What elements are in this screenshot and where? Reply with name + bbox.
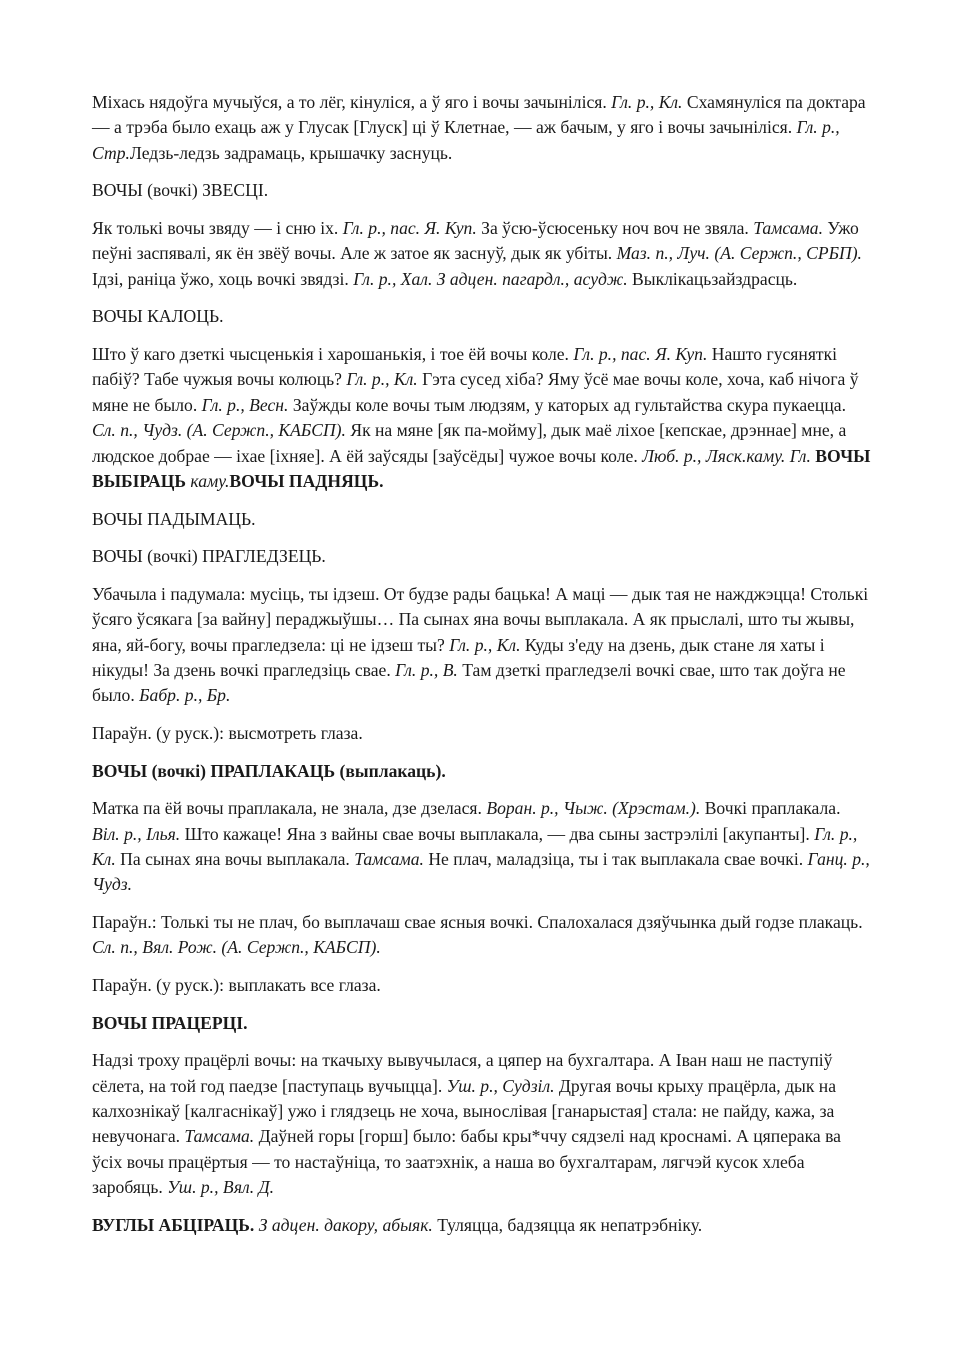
text-run: Ідзі, раніца ўжо, хоць вочкі звядзі. xyxy=(92,268,354,289)
source-reference: Гл. р., Стр. xyxy=(92,117,840,163)
source-reference: Тамсама. xyxy=(184,1126,255,1147)
text-run: Заўжды коле вочы тым людзям, у каторых ад гультайства скура пукаецца. xyxy=(288,394,846,415)
source-reference: Віл. р., Ілья. xyxy=(92,823,181,844)
text-run: Матка па ёй вочы праплакала, не знала, дзе дзелася. xyxy=(92,798,487,819)
text-run: Як толькі вочы звяду — і сню іх. xyxy=(92,218,343,238)
text-run: Выклікацьзайздрасць. xyxy=(627,268,798,289)
text-run: Даўней горы [горш] было: бабы кры*ччу сядзелі над кроснамі. А цяперака ва ўсіх вочы працёртыя — то настаўніца, то заатэхнік, а наша во бухгалтарам, лягчэй кусок хлеба заробяць. xyxy=(92,1126,841,1198)
source-reference: Гл. р., пас. Я. Куп. xyxy=(342,218,477,238)
text-run: ВОЧЫ (вочкі) ПРАГЛЕДЗЕЦЬ. xyxy=(92,546,326,567)
paragraph-7 xyxy=(92,544,872,569)
text-run: Туляцца, бадзяцца як непатрэбніку. xyxy=(432,1214,703,1235)
text-run: ВОЧЫ КАЛОЦЬ. xyxy=(92,306,224,327)
paragraph-11 xyxy=(92,796,872,898)
source-reference: Воран. р., Чыж. (Хрэстам.). xyxy=(486,798,701,819)
source-reference: Гл. р., Кл. xyxy=(611,92,683,112)
text-run: Нашто гусяняткі пабіў? Табе чужыя вочы колюць? xyxy=(92,344,838,390)
text-run: Параўн.: Толькі ты не плач, бо выплачаш свае ясныя вочкі. Спалохалася дзяўчынка дый годзе плакаць. xyxy=(92,912,863,933)
source-reference: Гл. р., Кл. xyxy=(92,823,858,870)
source-reference: Гл. р., Весн. xyxy=(201,394,289,415)
paragraph-4 xyxy=(92,304,872,329)
paragraph-5 xyxy=(92,342,872,494)
source-reference: Бабр. р., Бр. xyxy=(139,685,231,706)
source-reference: Гл. р., В. xyxy=(395,660,458,681)
text-run: Другая вочы крыху працёрла, дык на калхознікаў [калгаснікаў] ужо і глядзець не хоча, вынослівая [ганарыстая] стала: не пайду, кажа, за невучонага. xyxy=(92,1075,837,1147)
text-run: Параўн. (у руск.): высмотреть глаза. xyxy=(92,723,363,744)
source-reference: Люб. р., Ляск.каму. Гл. xyxy=(642,445,811,466)
text-run: Ледзь-ледзь задрамаць, крышачку заснуць. xyxy=(129,142,453,163)
headword: ВОЧЫ ПРАЦЕРЦІ. xyxy=(92,1012,248,1033)
text-run: Па сынах яна вочы выплакала. xyxy=(115,849,355,870)
source-reference: Тамсама. xyxy=(354,849,424,870)
headword: ВОЧЫ (вочкі) ПРАПЛАКАЦЬ (выплакаць). xyxy=(92,760,446,781)
paragraph-15 xyxy=(92,1048,872,1200)
source-reference: Тамсама. xyxy=(753,218,823,238)
text-run: Што ў каго дзеткі чысценькія і харошанькія, і тое ёй вочы коле. xyxy=(92,344,574,364)
text-run: Параўн. (у руск.): выплакать все глаза. xyxy=(92,975,381,996)
paragraph-2 xyxy=(92,178,872,203)
text-run: Гэта сусед хіба? Яму ўсё мае вочы коле, хоча, каб нічога ў мяне не было. xyxy=(92,369,859,415)
text-run: Убачыла і падумала: мусіць, ты ідзеш. От будзе рады бацька! А маці — дык тая не нажджэцца! Столькі ўсяго ўсякага [за вайну] пераджыўшы… Па сынах яна вочы выплакала. А як прыслалі, што ты жывы, яна, яй-богу, вочы прагледзела: ці не ідзеш ты? xyxy=(92,583,869,655)
headword: ВОЧЫ ПАДНЯЦЬ. xyxy=(229,471,384,492)
source-reference: З адцен. дакору, абыяк. xyxy=(258,1214,433,1235)
text-run: За ўсю-ўсюсеньку ноч воч не звяла. xyxy=(476,218,754,238)
source-reference: Сл. п., Чудз. (А. Сержп., КАБСП). xyxy=(92,420,346,441)
text-run: Куды з'еду на дзень, дык стане ля хаты і нікуды! За дзень вочкі прагледзіць свае. xyxy=(92,634,825,681)
text-run: Там дзеткі прагледзелі вочкі свае, што так доўга не было. xyxy=(92,660,846,706)
text-run: Не плач, маладзіца, ты і так выплакала свае вочкі. xyxy=(423,849,808,870)
paragraph-14 xyxy=(92,1011,872,1036)
source-reference: Ганц. р., Чудз. xyxy=(92,849,870,895)
text-run: Міхась нядоўга мучыўся, а то лёг, кінуліся, а ў яго і вочы зачыніліся. xyxy=(92,92,612,112)
document-page xyxy=(92,90,872,1250)
text-run: ВОЧЫ (вочкі) ЗВЕСЦІ. xyxy=(92,180,269,201)
paragraph-6 xyxy=(92,507,872,532)
text-run: ВОЧЫ ПАДЫМАЦЬ. xyxy=(92,508,256,529)
text-run: Як на мяне [як па-мойму], дык маё ліхое [кепскае, дрэннае] мне, а людское добрае — іхае [іхняе]. А ёй заўсяды [заўсёды] чужое вочы коле. xyxy=(92,420,847,466)
source-reference: Гл. р., пас. Я. Куп. xyxy=(573,344,708,364)
text-run: Вочкі праплакала. xyxy=(700,798,841,819)
headword: ВУГЛЫ АБЦІРАЦЬ. xyxy=(92,1214,255,1235)
text-run: Надзі троху працёрлі вочы: на ткачыху вывучылася, а цяпер на бухгалтара. А Іван наш не паступіў сёлета, на той год паедзе [паступаць вучыцца]. xyxy=(92,1050,833,1096)
source-reference: Уш. р., Вял. Д. xyxy=(167,1177,275,1198)
paragraph-10 xyxy=(92,759,872,784)
source-reference: каму. xyxy=(190,471,230,492)
paragraph-16 xyxy=(92,1213,872,1238)
paragraph-3 xyxy=(92,216,872,292)
source-reference: Сл. п., Вял. Рож. (А. Сержп., КАБСП). xyxy=(92,937,381,958)
paragraph-9 xyxy=(92,721,872,746)
source-reference: Уш. р., Судзіл. xyxy=(446,1075,555,1096)
text-run: Што кажаце! Яна з вайны свае вочы выплакала, — два сыны застрэлілі [акупанты]. xyxy=(180,823,815,844)
text-run: Схамянуліся па доктара — а трэба было ехаць аж у Глусак [Глуск] ці ў Клетнае, — аж бачым, у яго і вочы зачыніліся. xyxy=(92,92,866,138)
text-run: Ужо пеўні заспявалі, як ён звёў вочы. Але ж затое як заснуў, дык як убіты. xyxy=(92,218,859,264)
source-reference: Гл. р., Кл. xyxy=(346,369,418,390)
headword: ВОЧЫ ВЫБІРАЦЬ xyxy=(92,445,871,492)
paragraph-8 xyxy=(92,582,872,709)
paragraph-1 xyxy=(92,90,872,166)
source-reference: Маз. п., Луч. (А. Сержп., СРБП). xyxy=(616,243,862,264)
source-reference: Гл. р., Хал. З адцен. пагардл., асудж. xyxy=(353,268,628,289)
source-reference: Гл. р., Кл. xyxy=(449,634,521,655)
paragraph-12 xyxy=(92,910,872,961)
paragraph-13 xyxy=(92,973,872,998)
